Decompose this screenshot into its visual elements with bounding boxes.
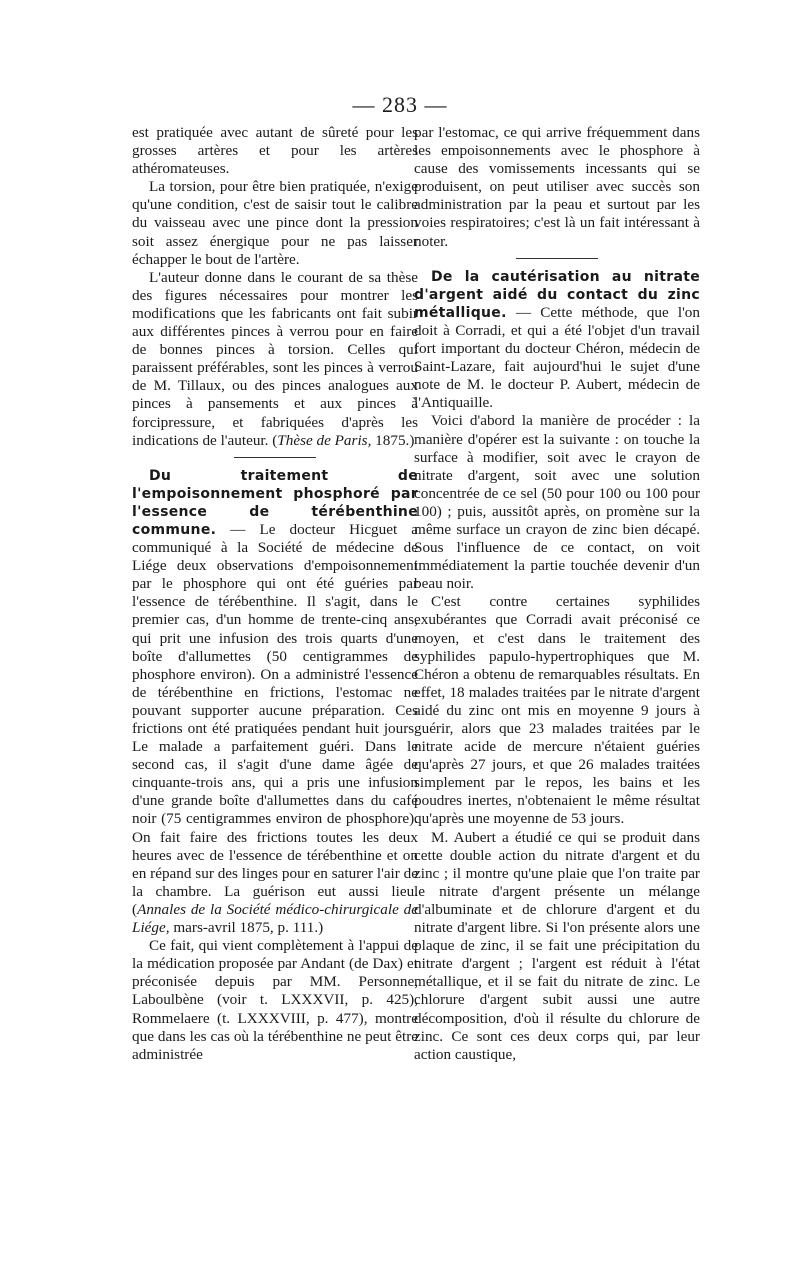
left-paragraph-3-citation: Thèse de Paris, — [277, 431, 372, 449]
right-paragraph-3: Voici d'abord la manière de procéder : la manière d'opérer est la suivante : on touche la surface à modifier, soit avec le crayon de nitrate d'argent, soit avec une solution concentrée de ce sel (50 pour 100 ou 100 pour 100) ; puis, aussitôt après, on promène sur la même surface un crayon de zinc bien décapé. Sous l'influence de ce contact, on voit immédiatement la partie touchée devenir d'un beau noir. — [414, 412, 700, 593]
left-paragraph-1: est pratiquée avec autant de sûreté pour les grosses artères et pour les artères athéromateuses. — [132, 124, 418, 178]
section-heading-phosphore: Du traitement de l'empoisonnement phosphoré par l'essence de térébenthine commune. — [132, 467, 418, 538]
section-divider — [516, 258, 598, 259]
left-paragraph-5: Ce fait, qui vient complètement à l'appui de la médication proposée par Andant (de Dax) et préconisée depuis par MM. Personne, Laboulbène (voir t. LXXXVII, p. 425), Rommelaere (t. LXXXVIII, p. 477), montre que dans les cas où la térébenthine ne peut être administrée — [132, 937, 418, 1063]
left-paragraph-3 — [132, 269, 418, 450]
left-paragraph-3-end: 1875.) — [371, 431, 415, 449]
section-heading-cauterisation: De la cautérisation au nitrate d'argent aidé du contact du zinc métallique. — [414, 268, 700, 321]
left-paragraph-3-text: L'auteur donne dans le courant de sa thèse des figures nécessaires pour montrer les modifications que les fabricants ont fait subir aux différentes pinces à verrou pour en faire de bonnes pinces à torsion. Celles qui paraissent préférables, sont les pinces à verrou de M. Tillaux, ou des pinces analogues aux pinces à pansements et aux pinces à forcipressure, et fabriquées d'après les indications de l'auteur. ( — [132, 268, 418, 449]
left-paragraph-4-citation: Annales de la Société médico-chirurgicale de Liége, — [132, 900, 418, 937]
right-paragraph-4: C'est contre certaines syphilides exubérantes que Corradi avait préconisé ce moyen, et c'est dans le traitement des syphilides papulo-hypertrophiques que M. Chéron a obtenu de remarquables résultats. En effet, 18 malades traitées par le nitrate d'argent aidé du zinc ont mis en moyenne 9 jours à guérir, alors que 23 malades traitées par le nitrate acide de mercure n'étaient guéries qu'après 27 jours, et que 26 malades traitées simplement par le repos, les bains et les poudres inertes, n'obtenaient le même résultat qu'après une moyenne de 53 jours. — [414, 593, 700, 828]
left-paragraph-4-end: mars-avril 1875, p. 111.) — [169, 919, 324, 937]
right-paragraph-1: par l'estomac, ce qui arrive fréquemment dans les empoisonnements avec le phosphore à cause des vomissements incessants qui se produisent, on peut utiliser avec succès son administration par la peau et surtout par les voies respiratoires; c'est là un fait intéressant à noter. — [414, 124, 700, 250]
right-paragraph-2-text: — Cette méthode, que l'on doit à Corradi, et qui a été l'objet d'un travail fort important du docteur Chéron, médecin de Saint-Lazare, fait aujourd'hui le sujet d'une note de M. le docteur P. Aubert, médecin de l'Antiquaille. — [414, 303, 700, 412]
right-column — [414, 124, 700, 1064]
right-paragraph-5: M. Aubert a étudié ce qui se produit dans cette double action du nitrate d'argent et du zinc ; il montre qu'une plaie que l'on traite par le nitrate d'argent présente un mélange d'albuminate et de chlorure d'argent et du nitrate d'argent libre. Si l'on présente alors une plaque de zinc, il se fait une précipitation du nitrate d'argent ; l'argent est réduit à l'état métallique, et il se fait du nitrate de zinc. Le chlorure d'argent subit aussi une autre décomposition, d'où il résulte du chlorure de zinc. Ce sont ces deux corps qui, par leur action caustique, — [414, 828, 700, 1063]
section-divider — [234, 457, 316, 458]
left-paragraph-4 — [132, 467, 418, 937]
left-paragraph-4-text: — Le docteur Hicguet a communiqué à la Société de médecine de Liége deux observations d'empoisonnement par le phosphore qui ont été guéries par l'essence de térébenthine. Il s'agit, dans le premier cas, d'un homme de trente-cinq ans, qui prit une infusion des trois quarts d'une boîte d'allumettes (50 centigrammes de phosphore environ). On a administré l'essence de térébenthine en frictions, l'estomac ne pouvant supporter aucune préparation. Ces frictions ont été pratiquées pendant huit jours. Le malade a parfaitement guéri. Dans le second cas, il s'agit d'une dame âgée de cinquante-trois ans, qui a pris une infusion d'une grande boîte d'allumettes dans du café noir (75 centigrammes environ de phosphore). On fait faire des frictions toutes les deux heures avec de l'essence de térébenthine et on en répand sur des linges pour en saturer l'air de la chambre. La guérison eut aussi lieu. ( — [132, 520, 418, 918]
left-column — [132, 124, 418, 1064]
page-number: — 283 — — [352, 92, 448, 117]
right-paragraph-2 — [414, 268, 700, 413]
left-paragraph-2: La torsion, pour être bien pratiquée, n'exige qu'une condition, c'est de saisir tout le calibre du vaisseau avec une pince dont la pression soit assez énergique pour ne pas laisser échapper le bout de l'artère. — [132, 178, 418, 268]
